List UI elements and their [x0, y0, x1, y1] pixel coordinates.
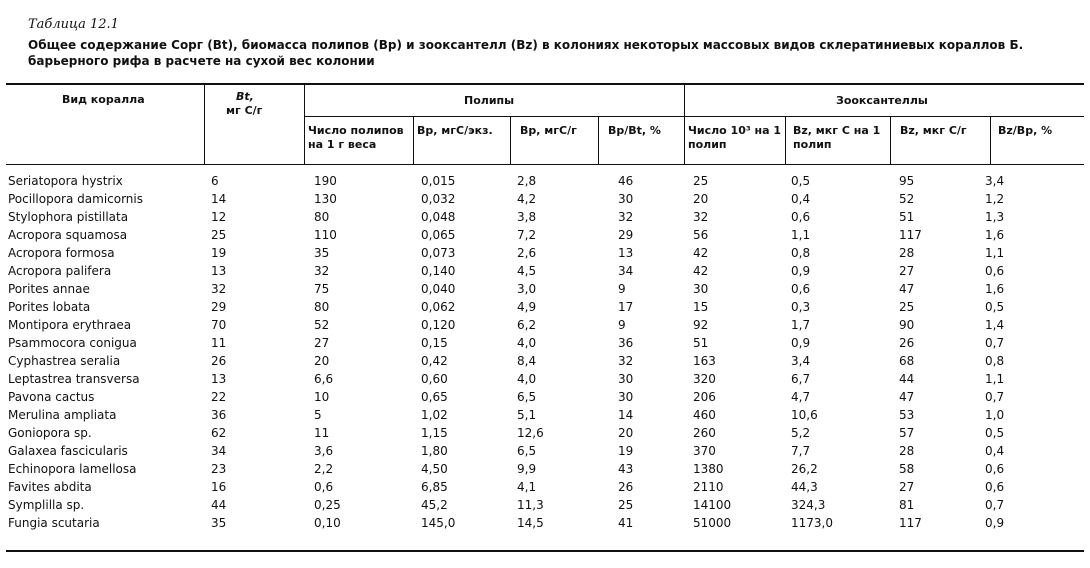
- cell-bp-bt-pct: 43: [618, 462, 634, 476]
- cell-bt: 62: [211, 426, 227, 440]
- cell-bp-per-polyp: 0,120: [421, 318, 456, 332]
- cell-bz-per-polyp: 0,9: [791, 264, 811, 278]
- cell-bp-per-g: 12,6: [517, 426, 544, 440]
- header-divider: [598, 117, 599, 164]
- cell-polyps-per-g: 52: [314, 318, 330, 332]
- cell-bz-per-g: 28: [899, 444, 915, 458]
- cell-zoox-per-polyp: 2110: [693, 480, 724, 494]
- cell-bp-bt-pct: 30: [618, 390, 634, 404]
- cell-species: Galaxea fascicularis: [8, 444, 128, 458]
- cell-species: Stylophora pistillata: [8, 210, 129, 224]
- cell-bz-bp-pct: 1,6: [985, 228, 1005, 242]
- cell-bz-per-polyp: 0,8: [791, 246, 811, 260]
- cell-species: Acropora formosa: [8, 246, 115, 260]
- header-polyps-per-g: Число полипов на 1 г веса: [308, 124, 404, 151]
- cell-bp-per-g: 4,0: [517, 372, 537, 386]
- cell-bz-per-polyp: 1173,0: [791, 516, 833, 530]
- cell-bz-bp-pct: 0,8: [985, 354, 1005, 368]
- cell-bz-bp-pct: 1,0: [985, 408, 1005, 422]
- header-divider: [990, 117, 991, 164]
- cell-species: Psammocora conigua: [8, 336, 137, 350]
- cell-zoox-per-polyp: 30: [693, 282, 709, 296]
- cell-bp-per-polyp: 6,85: [421, 480, 448, 494]
- cell-species: Porites annae: [8, 282, 90, 296]
- cell-species: Symplilla sp.: [8, 498, 85, 512]
- cell-bp-per-g: 4,5: [517, 264, 537, 278]
- header-bp-per-polyp: Bp, мгС/экз.: [417, 124, 493, 137]
- cell-species: Porites lobata: [8, 300, 91, 314]
- cell-bp-bt-pct: 41: [618, 516, 634, 530]
- cell-bz-per-g: 25: [899, 300, 915, 314]
- cell-bp-per-polyp: 1,15: [421, 426, 448, 440]
- cell-bz-bp-pct: 0,9: [985, 516, 1005, 530]
- header-bottom-rule: [6, 164, 1084, 165]
- cell-bz-per-polyp: 5,2: [791, 426, 811, 440]
- table-row: [8, 244, 1055, 262]
- cell-bp-bt-pct: 20: [618, 426, 634, 440]
- table-number: Таблица 12.1: [28, 17, 119, 32]
- cell-bz-per-g: 44: [899, 372, 915, 386]
- cell-species: Leptastrea transversa: [8, 372, 140, 386]
- table-row: [8, 316, 1055, 334]
- cell-bp-bt-pct: 9: [618, 282, 626, 296]
- cell-bz-per-polyp: 0,6: [791, 282, 811, 296]
- table-row: [8, 370, 1055, 388]
- cell-bz-per-polyp: 6,7: [791, 372, 811, 386]
- header-bz-per-polyp: Bz, мкг С на 1 полип: [793, 124, 881, 151]
- cell-bp-per-polyp: 45,2: [421, 498, 448, 512]
- header-zoox-per-polyp: Число 10³ на 1 полип: [688, 124, 782, 151]
- cell-zoox-per-polyp: 51000: [693, 516, 732, 530]
- cell-zoox-per-polyp: 1380: [693, 462, 724, 476]
- cell-bp-per-g: 4,0: [517, 336, 537, 350]
- cell-bp-bt-pct: 26: [618, 480, 634, 494]
- cell-bt: 34: [211, 444, 227, 458]
- cell-zoox-per-polyp: 460: [693, 408, 716, 422]
- cell-bp-per-polyp: 0,140: [421, 264, 456, 278]
- cell-species: Acropora squamosa: [8, 228, 128, 242]
- cell-bt: 16: [211, 480, 227, 494]
- table-row: [8, 334, 1055, 352]
- cell-bz-per-polyp: 0,5: [791, 174, 811, 188]
- cell-bz-per-polyp: 0,4: [791, 192, 811, 206]
- cell-bz-per-polyp: 324,3: [791, 498, 826, 512]
- cell-bp-per-polyp: 145,0: [421, 516, 456, 530]
- table-row: [8, 442, 1055, 460]
- cell-bp-bt-pct: 14: [618, 408, 634, 422]
- cell-bz-per-g: 68: [899, 354, 915, 368]
- cell-bt: 14: [211, 192, 227, 206]
- cell-zoox-per-polyp: 163: [693, 354, 716, 368]
- cell-bp-bt-pct: 46: [618, 174, 634, 188]
- cell-polyps-per-g: 80: [314, 210, 330, 224]
- cell-bp-bt-pct: 13: [618, 246, 634, 260]
- cell-bz-per-g: 58: [899, 462, 915, 476]
- cell-zoox-per-polyp: 260: [693, 426, 716, 440]
- cell-bp-bt-pct: 25: [618, 498, 634, 512]
- cell-species: Echinopora lamellosa: [8, 462, 137, 476]
- cell-bp-per-polyp: 0,032: [421, 192, 456, 206]
- cell-bz-bp-pct: 0,4: [985, 444, 1005, 458]
- cell-bz-per-polyp: 44,3: [791, 480, 818, 494]
- cell-bz-per-g: 90: [899, 318, 915, 332]
- header-bz-per-g: Bz, мкг С/г: [900, 124, 967, 137]
- cell-bz-bp-pct: 1,2: [985, 192, 1005, 206]
- cell-species: Goniopora sp.: [8, 426, 92, 440]
- cell-species: Pocillopora damicornis: [8, 192, 143, 206]
- cell-bz-per-g: 57: [899, 426, 915, 440]
- table-row: [8, 298, 1055, 316]
- cell-bp-per-polyp: 0,15: [421, 336, 448, 350]
- cell-bz-per-polyp: 1,7: [791, 318, 811, 332]
- cell-polyps-per-g: 80: [314, 300, 330, 314]
- cell-bz-per-polyp: 4,7: [791, 390, 811, 404]
- cell-bp-bt-pct: 36: [618, 336, 634, 350]
- cell-polyps-per-g: 3,6: [314, 444, 334, 458]
- cell-bp-bt-pct: 9: [618, 318, 626, 332]
- cell-bp-per-polyp: 0,040: [421, 282, 456, 296]
- cell-zoox-per-polyp: 32: [693, 210, 709, 224]
- bottom-rule: [6, 550, 1084, 552]
- cell-polyps-per-g: 32: [314, 264, 330, 278]
- cell-polyps-per-g: 10: [314, 390, 330, 404]
- cell-bp-per-polyp: 0,42: [421, 354, 448, 368]
- cell-bt: 70: [211, 318, 227, 332]
- subheader-rule: [304, 116, 1084, 117]
- cell-bp-per-g: 4,1: [517, 480, 537, 494]
- cell-polyps-per-g: 110: [314, 228, 337, 242]
- table-row: [8, 496, 1055, 514]
- cell-bp-per-polyp: 0,048: [421, 210, 456, 224]
- cell-bz-per-polyp: 26,2: [791, 462, 818, 476]
- cell-bp-per-g: 6,5: [517, 444, 537, 458]
- cell-bz-bp-pct: 0,7: [985, 390, 1005, 404]
- table-row: [8, 190, 1055, 208]
- cell-bt: 35: [211, 516, 227, 530]
- cell-bt: 23: [211, 462, 227, 476]
- cell-polyps-per-g: 190: [314, 174, 337, 188]
- cell-polyps-per-g: 5: [314, 408, 322, 422]
- cell-bt: 6: [211, 174, 219, 188]
- cell-polyps-per-g: 2,2: [314, 462, 334, 476]
- cell-polyps-per-g: 20: [314, 354, 330, 368]
- cell-bz-per-g: 51: [899, 210, 915, 224]
- cell-bz-bp-pct: 0,6: [985, 462, 1005, 476]
- cell-bp-per-g: 6,2: [517, 318, 537, 332]
- cell-zoox-per-polyp: 320: [693, 372, 716, 386]
- table-row: [8, 406, 1055, 424]
- cell-bp-per-polyp: 0,065: [421, 228, 456, 242]
- cell-bz-bp-pct: 1,1: [985, 246, 1005, 260]
- cell-zoox-per-polyp: 20: [693, 192, 709, 206]
- data-table: [8, 172, 1055, 532]
- cell-bt: 44: [211, 498, 227, 512]
- cell-bz-bp-pct: 3,4: [985, 174, 1005, 188]
- cell-zoox-per-polyp: 56: [693, 228, 709, 242]
- cell-bt: 11: [211, 336, 227, 350]
- cell-zoox-per-polyp: 25: [693, 174, 709, 188]
- cell-bp-bt-pct: 30: [618, 192, 634, 206]
- cell-polyps-per-g: 75: [314, 282, 330, 296]
- cell-bp-per-g: 4,2: [517, 192, 537, 206]
- cell-bp-per-g: 7,2: [517, 228, 537, 242]
- cell-species: Montipora erythraea: [8, 318, 132, 332]
- cell-bz-per-g: 117: [899, 516, 922, 530]
- cell-polyps-per-g: 27: [314, 336, 330, 350]
- cell-zoox-per-polyp: 370: [693, 444, 716, 458]
- cell-bp-per-polyp: 0,60: [421, 372, 448, 386]
- cell-bp-per-polyp: 4,50: [421, 462, 448, 476]
- table-row: [8, 208, 1055, 226]
- cell-bp-bt-pct: 30: [618, 372, 634, 386]
- cell-bp-per-g: 5,1: [517, 408, 537, 422]
- cell-bp-per-polyp: 0,015: [421, 174, 456, 188]
- cell-bz-per-polyp: 10,6: [791, 408, 818, 422]
- cell-bz-per-polyp: 0,9: [791, 336, 811, 350]
- cell-bt: 29: [211, 300, 227, 314]
- cell-bp-per-g: 2,6: [517, 246, 537, 260]
- cell-bz-per-g: 27: [899, 264, 915, 278]
- table-row: [8, 460, 1055, 478]
- cell-bz-bp-pct: 0,5: [985, 300, 1005, 314]
- cell-bp-bt-pct: 32: [618, 210, 634, 224]
- cell-polyps-per-g: 0,6: [314, 480, 334, 494]
- cell-species: Fungia scutaria: [8, 516, 100, 530]
- cell-polyps-per-g: 6,6: [314, 372, 334, 386]
- cell-bp-per-polyp: 1,02: [421, 408, 448, 422]
- cell-bz-per-g: 28: [899, 246, 915, 260]
- cell-bp-bt-pct: 32: [618, 354, 634, 368]
- cell-bz-per-polyp: 0,3: [791, 300, 811, 314]
- cell-species: Favites abdita: [8, 480, 92, 494]
- table-row: [8, 388, 1055, 406]
- cell-bp-per-polyp: 0,65: [421, 390, 448, 404]
- table-row: [8, 226, 1055, 244]
- cell-bz-bp-pct: 1,1: [985, 372, 1005, 386]
- header-divider: [510, 117, 511, 164]
- cell-bp-bt-pct: 19: [618, 444, 634, 458]
- cell-bp-per-polyp: 1,80: [421, 444, 448, 458]
- header-bp-per-g: Bp, мгС/г: [520, 124, 577, 137]
- cell-bp-bt-pct: 29: [618, 228, 634, 242]
- cell-bt: 13: [211, 372, 227, 386]
- cell-zoox-per-polyp: 14100: [693, 498, 732, 512]
- cell-bz-per-g: 47: [899, 282, 915, 296]
- cell-bz-bp-pct: 0,6: [985, 264, 1005, 278]
- header-bz-bp-pct: Bz/Bp, %: [998, 124, 1053, 137]
- cell-bp-per-g: 8,4: [517, 354, 537, 368]
- cell-zoox-per-polyp: 42: [693, 264, 709, 278]
- cell-bz-bp-pct: 0,5: [985, 426, 1005, 440]
- table-caption: Общее содержание Cорг (Bt), биомасса полипов (Bp) и зооксантелл (Bz) в колониях некоторых массовых видов склератиниевых кораллов Б. барьерного рифа в расчете на сухой вес колонии: [28, 38, 1024, 68]
- cell-species: Merulina ampliata: [8, 408, 117, 422]
- cell-zoox-per-polyp: 15: [693, 300, 709, 314]
- cell-bz-bp-pct: 0,7: [985, 336, 1005, 350]
- cell-species: Seriatopora hystrix: [8, 174, 123, 188]
- cell-bz-per-g: 81: [899, 498, 915, 512]
- cell-species: Pavona cactus: [8, 390, 95, 404]
- cell-bz-per-g: 95: [899, 174, 915, 188]
- cell-bz-per-g: 117: [899, 228, 922, 242]
- top-rule: [6, 83, 1084, 85]
- cell-zoox-per-polyp: 206: [693, 390, 716, 404]
- cell-bt: 26: [211, 354, 227, 368]
- header-species: Вид коралла: [62, 93, 145, 106]
- cell-bp-per-g: 3,8: [517, 210, 537, 224]
- cell-bz-per-g: 53: [899, 408, 915, 422]
- cell-bz-bp-pct: 1,4: [985, 318, 1005, 332]
- header-divider: [684, 85, 685, 164]
- cell-bz-per-polyp: 3,4: [791, 354, 811, 368]
- cell-bt: 12: [211, 210, 227, 224]
- header-bt-symbol: Bt,: [236, 90, 254, 103]
- cell-bz-per-polyp: 1,1: [791, 228, 811, 242]
- cell-bt: 32: [211, 282, 227, 296]
- cell-species: Cyphastrea seralia: [8, 354, 121, 368]
- table-row: [8, 514, 1055, 532]
- cell-bz-bp-pct: 1,3: [985, 210, 1005, 224]
- cell-bp-bt-pct: 17: [618, 300, 634, 314]
- table-row: [8, 280, 1055, 298]
- table-row: [8, 424, 1055, 442]
- cell-bz-per-g: 27: [899, 480, 915, 494]
- cell-bz-bp-pct: 1,6: [985, 282, 1005, 296]
- cell-polyps-per-g: 35: [314, 246, 330, 260]
- cell-bp-per-g: 6,5: [517, 390, 537, 404]
- cell-polyps-per-g: 0,25: [314, 498, 341, 512]
- header-polyps-group: Полипы: [464, 94, 515, 107]
- cell-bt: 25: [211, 228, 227, 242]
- cell-bt: 13: [211, 264, 227, 278]
- cell-bz-per-g: 47: [899, 390, 915, 404]
- cell-bp-bt-pct: 34: [618, 264, 634, 278]
- header-zoox-group: Зооксантеллы: [836, 94, 928, 107]
- header-bt-unit: мг С/г: [226, 104, 263, 117]
- header-divider: [204, 85, 205, 164]
- table-row: [8, 262, 1055, 280]
- cell-polyps-per-g: 11: [314, 426, 330, 440]
- cell-bz-per-g: 52: [899, 192, 915, 206]
- cell-bz-per-polyp: 0,6: [791, 210, 811, 224]
- cell-bt: 19: [211, 246, 227, 260]
- header-divider: [304, 85, 305, 164]
- cell-bp-per-polyp: 0,062: [421, 300, 456, 314]
- cell-bt: 22: [211, 390, 227, 404]
- cell-bp-per-g: 14,5: [517, 516, 544, 530]
- cell-species: Acropora palifera: [8, 264, 112, 278]
- cell-bz-bp-pct: 0,6: [985, 480, 1005, 494]
- cell-bp-per-g: 4,9: [517, 300, 537, 314]
- cell-zoox-per-polyp: 92: [693, 318, 709, 332]
- cell-zoox-per-polyp: 42: [693, 246, 709, 260]
- table-row: [8, 478, 1055, 496]
- cell-bp-per-g: 2,8: [517, 174, 537, 188]
- cell-zoox-per-polyp: 51: [693, 336, 709, 350]
- cell-bz-bp-pct: 0,7: [985, 498, 1005, 512]
- header-bp-bt-pct: Bp/Bt, %: [608, 124, 661, 137]
- header-divider: [413, 117, 414, 164]
- cell-bz-per-g: 26: [899, 336, 915, 350]
- cell-bp-per-g: 3,0: [517, 282, 537, 296]
- cell-polyps-per-g: 0,10: [314, 516, 341, 530]
- header-divider: [890, 117, 891, 164]
- header-divider: [785, 117, 786, 164]
- cell-bp-per-polyp: 0,073: [421, 246, 456, 260]
- cell-bp-per-g: 11,3: [517, 498, 544, 512]
- cell-bz-per-polyp: 7,7: [791, 444, 811, 458]
- table-row: [8, 352, 1055, 370]
- table-row: [8, 172, 1055, 190]
- cell-bt: 36: [211, 408, 227, 422]
- cell-bp-per-g: 9,9: [517, 462, 537, 476]
- cell-polyps-per-g: 130: [314, 192, 337, 206]
